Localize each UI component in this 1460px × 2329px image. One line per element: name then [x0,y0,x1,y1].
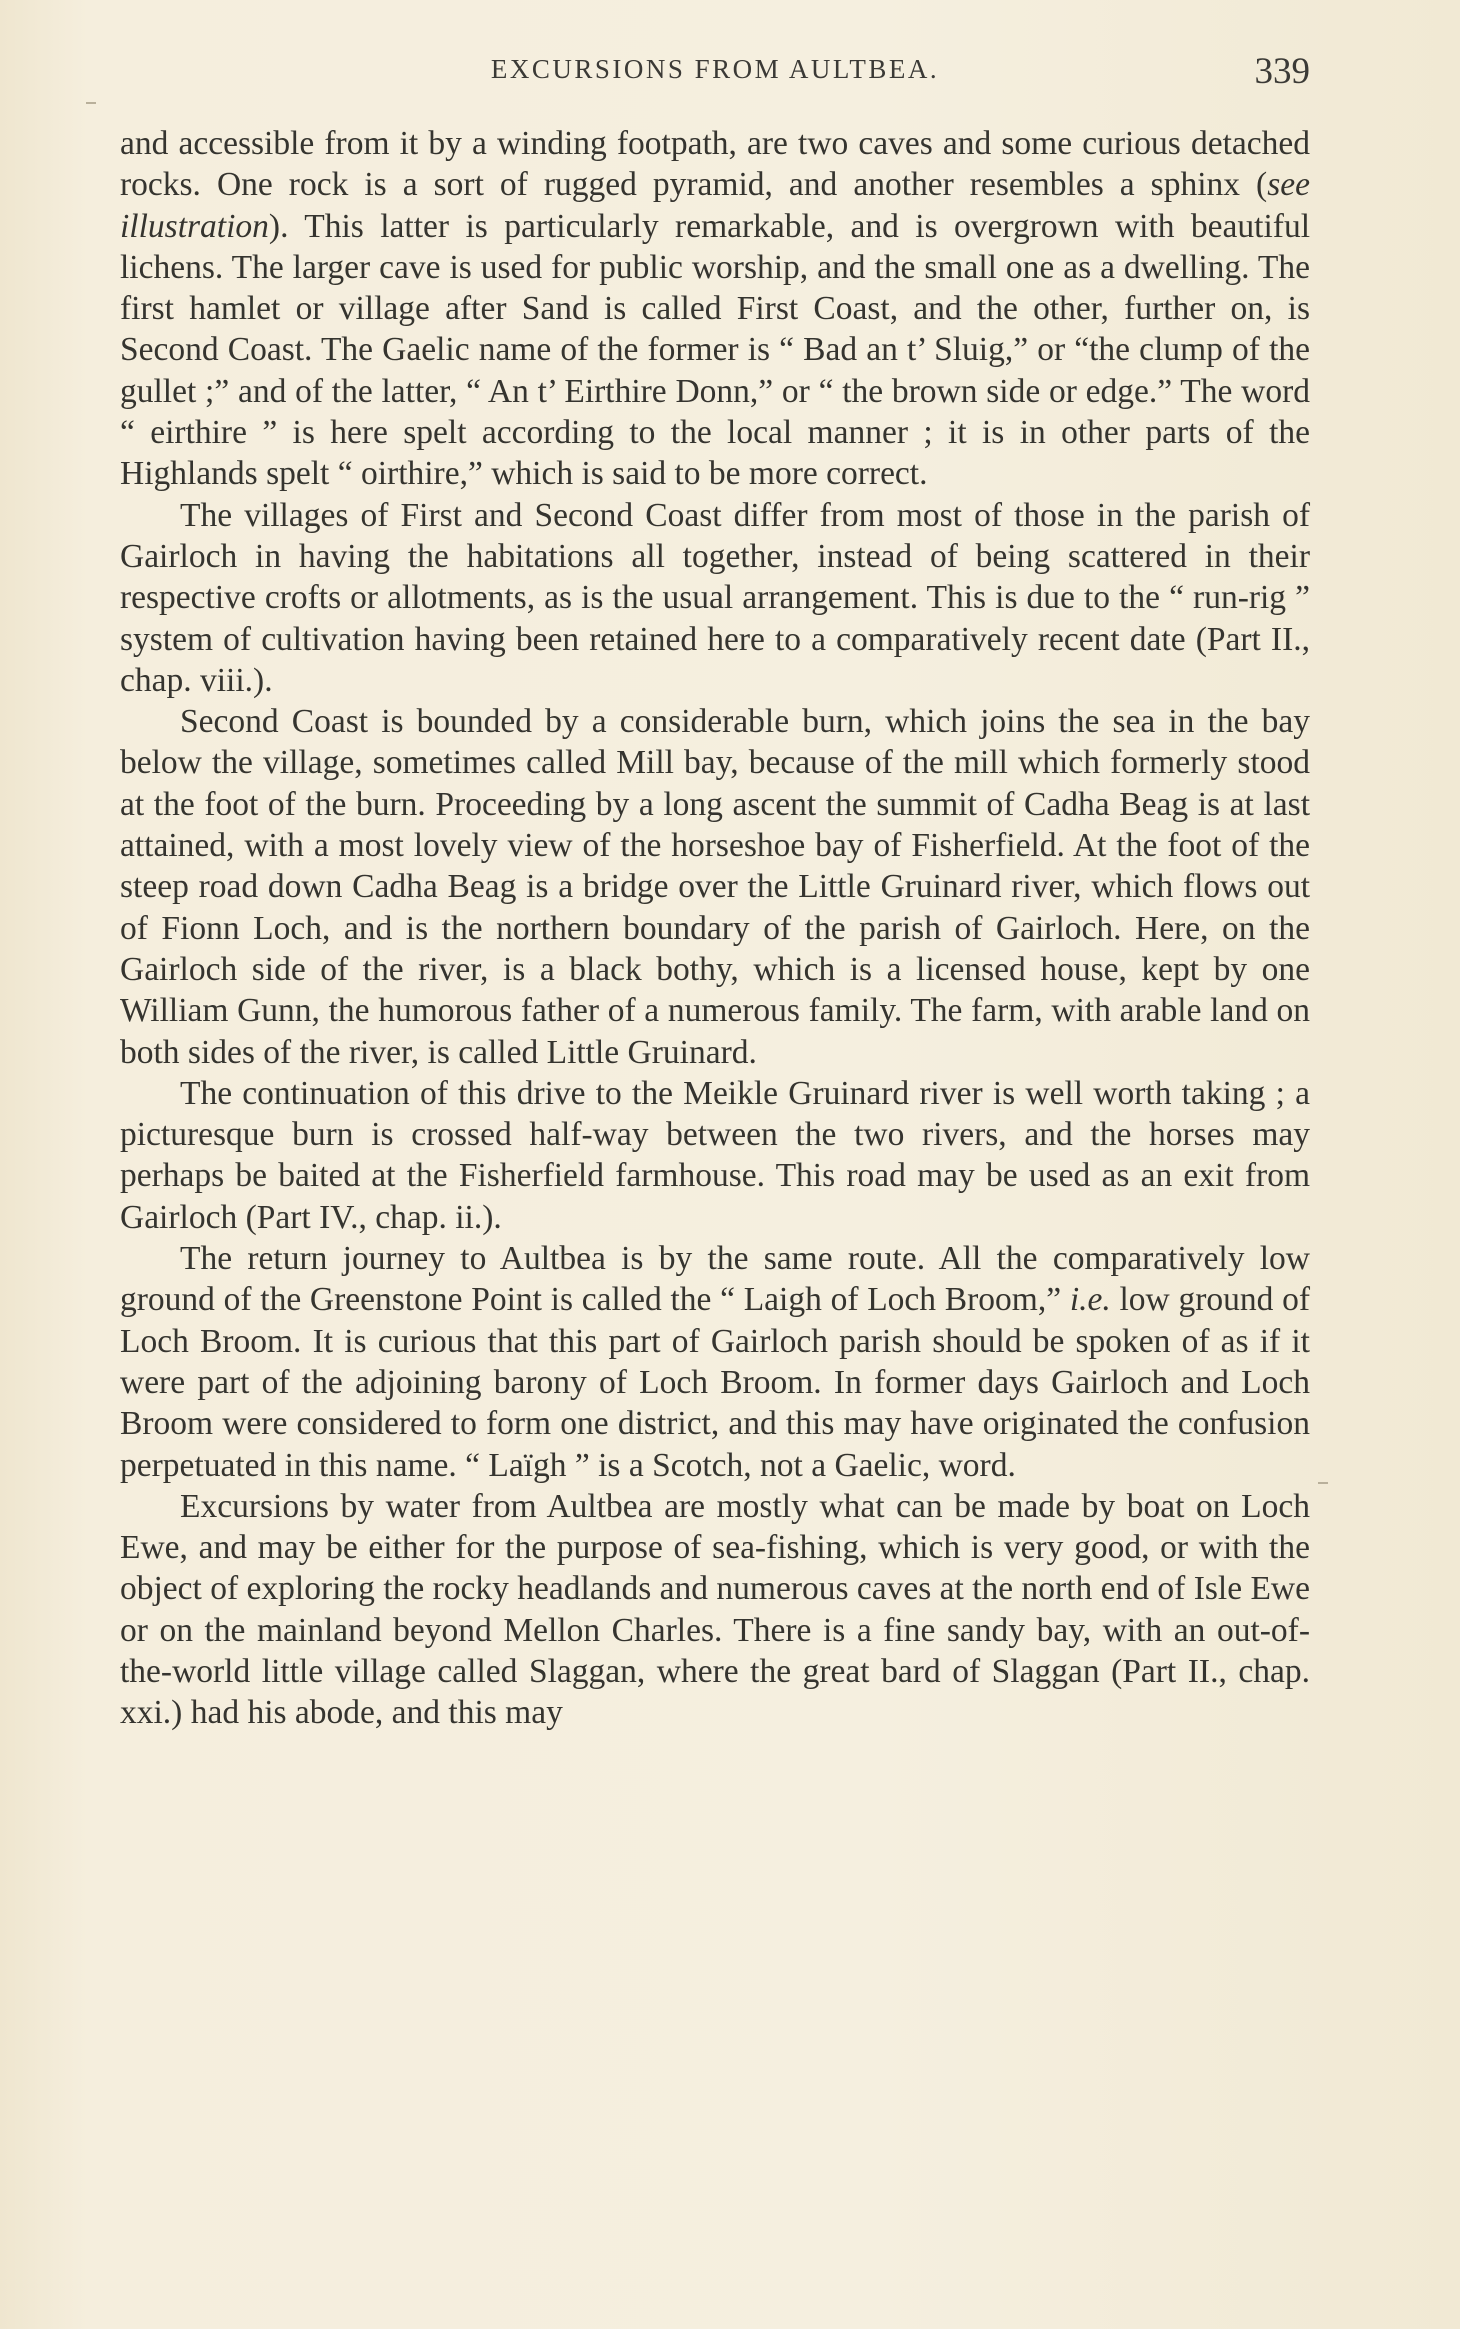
running-head: EXCURSIONS FROM AULTBEA. [490,54,940,84]
paragraph-5 [120,1238,1310,1486]
paragraph-1-text-a: and accessible from it by a winding footpath, are two caves and some curious detached rocks. One rock is a sort of rugged pyramid, and another resembles a sphinx ( [120,125,1310,204]
paragraph-1-italic: see illustration [120,166,1310,245]
paragraph-5-italic: i.e. [1069,1281,1111,1319]
paragraph-2: The villages of First and Second Coast differ from most of those in the parish of Gairloch in having the habitations all together, instead of being scattered in their respective crofts or allotments, as is the usual arrangement. This is due to the “ run-rig ” system of cultivation having been retained here to a comparatively recent date (Part II., chap. viii.). [120,496,1310,699]
body-text [120,123,1310,1734]
margin-mark [1318,1482,1328,1484]
paragraph-3: Second Coast is bounded by a considerable burn, which joins the sea in the bay below the village, sometimes called Mill bay, because of the mill which formerly stood at the foot of the burn. Proceeding by a long ascent the summit of Cadha Beag is at last attained, with a most lovely view of the horseshoe bay of Fisherfield. At the foot of the steep road down Cadha Beag is a bridge over the Little Gruinard river, which flows out of Fionn Loch, and is the northern boundary of the parish of Gairloch. Here, on the Gairloch side of the river, is a black bothy, which is a licensed house, kept by one William Gunn, the humorous father of a numerous family. The farm, with arable land on both sides of the river, is called Little Gruinard. [120,703,1310,1071]
page-header [120,48,1310,108]
paragraph-6: Excursions by water from Aultbea are mostly what can be made by boat on Loch Ewe, and may be either for the purpose of sea-fishing, which is very good, or with the object of exploring the rocky headlands and numerous caves at the north end of Isle Ewe or on the mainland beyond Mellon Charles. There is a fine sandy bay, with an out-of-the-world little village called Slaggan, where the great bard of Slaggan (Part II., chap. xxi.) had his abode, and this may [120,1487,1310,1732]
paragraph-1 [120,123,1310,495]
paragraph-1-text-b: ). This latter is particularly remarkable, and is overgrown with beautiful lichens. The larger cave is used for public worship, and the small one as a dwelling. The first hamlet or village after Sand is called First Coast, and the other, further on, is Second Coast. The Gaelic name of the former is “ Bad an t’ Sluig,” or “the clump of the gullet ;” and of the latter, “ An t’ Eirthire Donn,” or “ the brown side or edge.” The word “ eirthire ” is here spelt according to the local manner ; it is in other parts of the Highlands spelt “ oirthire,” which is said to be more correct. [120,207,1310,493]
paragraph-5-text-b: low ground of Loch Broom. It is curious that this part of Gairloch parish should be spoken of as if it were part of the adjoining barony of Loch Broom. In former days Gairloch and Loch Broom were considered to form one district, and this may have originated the confusion perpetuated in this name. “ Laïgh ” is a Scotch, not a Gaelic, word. [120,1281,1310,1484]
paragraph-4: The continuation of this drive to the Meikle Gruinard river is well worth taking ; a picturesque burn is crossed half-way between the two rivers, and the horses may perhaps be baited at the Fisherfield farmhouse. This road may be used as an exit from Gairloch (Part IV., chap. ii.). [120,1074,1310,1236]
margin-mark [86,102,96,104]
paragraph-5-text-a: The return journey to Aultbea is by the same route. All the comparatively low ground of the Greenstone Point is called the “ Laigh of Loch Broom,” [120,1240,1310,1319]
page-number: 339 [1254,51,1310,92]
